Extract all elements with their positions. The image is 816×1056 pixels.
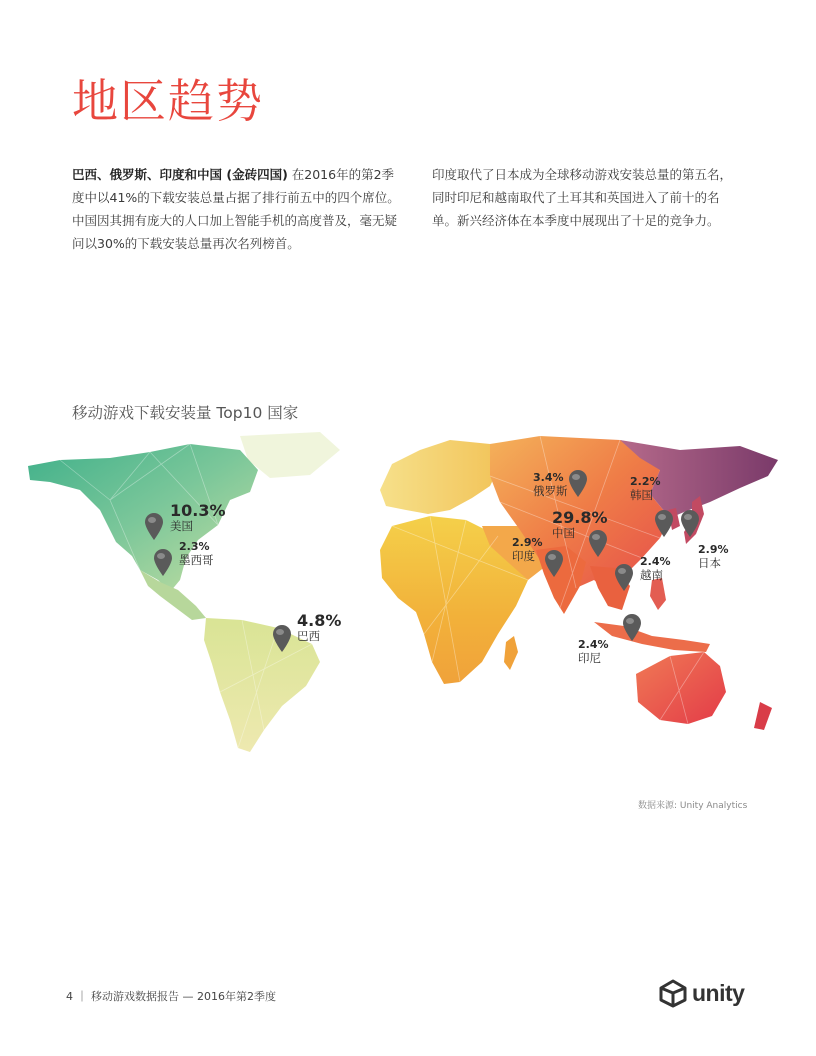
pin-korea-icon — [653, 508, 675, 538]
marker-pct: 2.9% — [512, 536, 543, 549]
marker-pct: 2.9% — [698, 543, 729, 556]
pin-indonesia-icon — [621, 612, 643, 642]
marker-label-indonesia — [578, 639, 609, 665]
marker-country: 越南 — [640, 567, 663, 582]
marker-country: 韩国 — [630, 487, 653, 502]
unity-cube-icon — [658, 978, 688, 1008]
unity-logo — [658, 978, 744, 1008]
marker-pct: 2.3% — [179, 540, 210, 553]
marker-label-china — [552, 509, 608, 541]
pin-mexico-icon — [152, 547, 174, 577]
marker-pct: 10.3% — [170, 501, 226, 520]
marker-country: 中国 — [552, 526, 575, 541]
marker-pct: 2.4% — [578, 638, 609, 651]
pin-brazil-icon — [271, 623, 293, 653]
intro-paragraph-right: 印度取代了日本成为全球移动游戏安装总量的第五名，同时印尼和越南取代了土耳其和英国进入了前十的名单。新兴经济体在本季度中展现出了十足的竞争力。 — [432, 167, 733, 228]
marker-country: 俄罗斯 — [533, 483, 568, 498]
map-title: 移动游戏下载安装量 Top10 国家 — [72, 404, 299, 422]
page-footer: 4 ｜ 移动游戏数据报告 — 2016年第2季度 — [66, 990, 276, 1003]
pin-vietnam-icon — [613, 562, 635, 592]
data-source-note: 数据来源: Unity Analytics — [638, 801, 748, 811]
marker-label-brazil — [297, 612, 341, 644]
marker-country: 墨西哥 — [179, 552, 214, 567]
marker-pct: 3.4% — [533, 471, 564, 484]
world-map-graphic — [20, 430, 790, 760]
world-map — [20, 430, 790, 760]
marker-pct: 2.2% — [630, 475, 661, 488]
marker-label-korea — [630, 476, 661, 502]
intro-paragraph-left — [72, 163, 402, 255]
pin-japan-icon — [679, 508, 701, 538]
marker-label-usa — [170, 502, 226, 534]
pin-usa-icon — [143, 511, 165, 541]
page-title: 地区趋势 — [72, 74, 264, 128]
marker-pct: 29.8% — [552, 508, 608, 527]
marker-country: 印尼 — [578, 650, 601, 665]
marker-label-vietnam — [640, 556, 671, 582]
intro-bold-lead: 巴西、俄罗斯、印度和中国 (金砖四国) — [72, 167, 288, 182]
intro-text-left: 在2016年的第2季度中以41%的下载安装总量占据了排行前五中的四个席位。中国因其拥有庞大的人口加上智能手机的高度普及，毫无疑问以30%的下载安装总量再次名列榜首。 — [72, 167, 400, 251]
marker-pct: 4.8% — [297, 611, 342, 630]
marker-label-india — [512, 537, 543, 563]
marker-label-russia — [533, 472, 568, 498]
marker-country: 美国 — [170, 519, 193, 534]
marker-pct: 2.4% — [640, 555, 671, 568]
unity-logo-text: unity — [692, 979, 745, 1006]
marker-country: 巴西 — [297, 629, 320, 644]
pin-india-icon — [543, 548, 565, 578]
marker-label-mexico — [179, 541, 214, 567]
marker-country: 日本 — [698, 555, 721, 570]
marker-label-japan — [698, 544, 729, 570]
marker-country: 印度 — [512, 548, 535, 563]
pin-russia-icon — [567, 468, 589, 498]
